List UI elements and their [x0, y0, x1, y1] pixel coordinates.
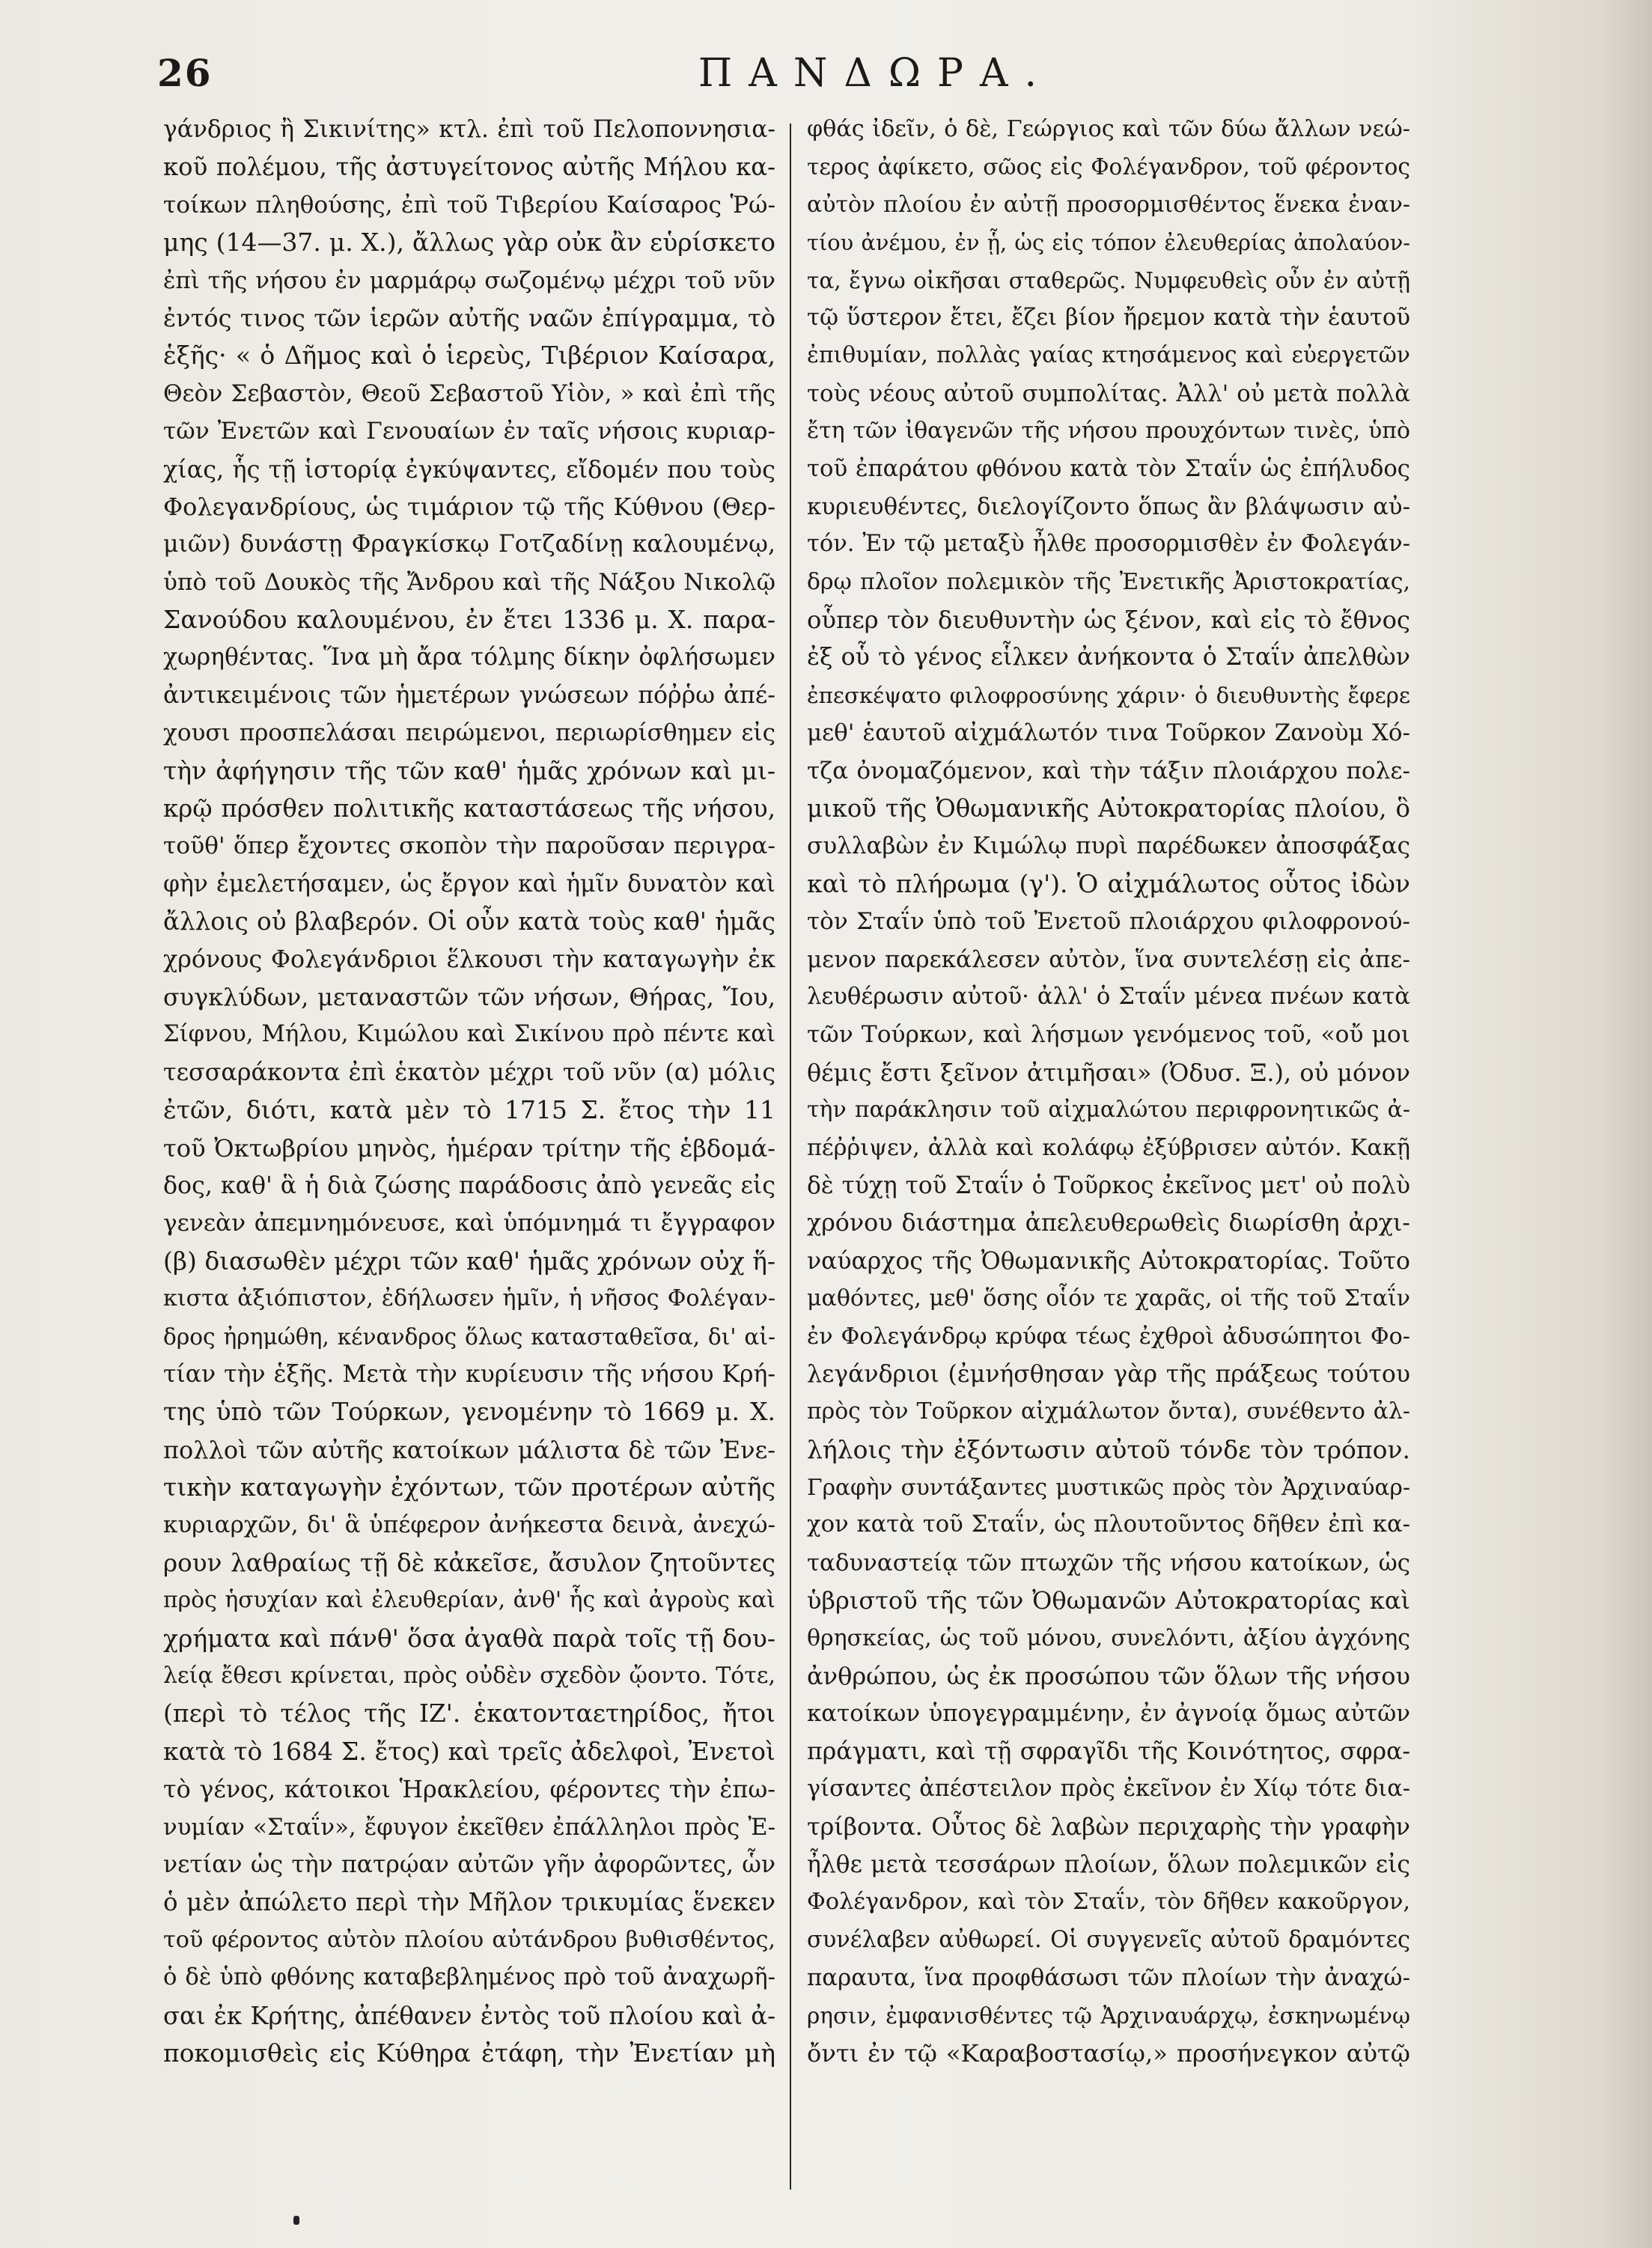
- text-line: της ὑπὸ τῶν Τούρκων, γενομένην τὸ 1669 μ. Χ.: [163, 1397, 775, 1427]
- text-line: τῶν Ἐνετῶν καὶ Γενουαίων ἐν ταῖς νήσοις κυριαρ-: [163, 418, 775, 445]
- text-line: θέμις ἔστι ξεῖνον ἀτιμῆσαι» (Ὀδυσ. Ξ.), οὐ μόνον: [807, 1058, 1410, 1087]
- text-line: κατοίκων ὑπογεγραμμένην, ἐν ἀγνοίᾳ ὅμως αὐτῶν: [807, 1700, 1410, 1728]
- text-line: σαι ἐκ Κρήτης, ἀπέθανεν ἐντὸς τοῦ πλοίου καὶ ἀ-: [163, 2001, 775, 2030]
- text-line: ὑπὸ τοῦ Δουκὸς τῆς Ἄνδρου καὶ τῆς Νάξου Νικολῷ: [163, 568, 775, 596]
- text-line: Θεὸν Σεβαστὸν, Θεοῦ Σεβαστοῦ Υἱὸν, » καὶ ἐπὶ τῆς: [163, 380, 775, 407]
- text-line: παραυτα, ἵνα προφθάσωσι τῶν πλοίων τὴν ἀναχώ-: [807, 1964, 1410, 1992]
- text-line: φὴν ἐμελετήσαμεν, ὡς ἔργον καὶ ἡμῖν δυνατὸν καὶ: [163, 870, 775, 898]
- text-line: λήλοις τὴν ἐξόντωσιν αὐτοῦ τόνδε τὸν τρόπον.: [807, 1434, 1410, 1464]
- text-line: Γραφὴν συντάξαντες μυστικῶς πρὸς τὸν Ἀρχιναύαρ-: [807, 1474, 1410, 1501]
- column-divider: [790, 124, 791, 2190]
- text-line: μιῶν) δυνάστῃ Φραγκίσκῳ Γοτζαδίνῃ καλουμένῳ,: [163, 531, 775, 558]
- text-line: λευθέρωσιν αὐτοῦ· ἀλλ' ὁ Σταΐν μένεα πνέων κατὰ: [807, 983, 1410, 1010]
- text-line: ἐπὶ τῆς νήσου ἐν μαρμάρῳ σωζομένῳ μέχρι τοῦ νῦν: [163, 266, 775, 294]
- text-line: ὁ δὲ ὑπὸ φθόνης καταβεβλημένος πρὸ τοῦ ἀναχωρῆ-: [163, 1964, 775, 1991]
- text-line: τοῦ Ὀκτωβρίου μηνὸς, ἡμέραν τρίτην τῆς ἑβδομά-: [163, 1133, 775, 1163]
- text-line: τικὴν καταγωγὴν ἐχόντων, τῶν προτέρων αὐτῆς: [163, 1472, 775, 1502]
- text-line: τζα ὀνομαζόμενον, καὶ τὴν τάξιν πλοιάρχου πολε-: [807, 757, 1410, 785]
- text-line: χίας, ἧς τῇ ἱστορίᾳ ἐγκύψαντες, εἴδομέν που τοὺς: [163, 454, 775, 484]
- text-line: μεθ' ἑαυτοῦ αἰχμάλωτόν τινα Τοῦρκον Ζανοὺμ Χό-: [807, 719, 1410, 747]
- text-line: τοῦ φέροντος αὐτὸν πλοίου αὐτάνδρου βυθισθέντος,: [163, 1926, 775, 1953]
- text-line: νετίαν ὡς τὴν πατρῴαν αὐτῶν γῆν ἀφορῶντες, ὧν: [163, 1851, 775, 1878]
- right-text-column: [807, 111, 1410, 2072]
- text-line: τερος ἀφίκετο, σῶος εἰς Φολέγανδρον, τοῦ φέροντος: [807, 153, 1410, 180]
- text-line: λεγάνδριοι (ἐμνήσθησαν γὰρ τῆς πράξεως τούτου: [807, 1360, 1410, 1388]
- text-line: δρος ἠρημώθη, κένανδρος ὅλως κατασταθεῖσα, δι' αἰ-: [163, 1323, 775, 1350]
- text-line: χωρηθέντας. Ἵνα μὴ ἄρα τόλμης δίκην ὀφλήσωμεν: [163, 644, 775, 671]
- left-text-column: [163, 111, 775, 2072]
- text-line: ρουν λαθραίως τῇ δὲ κἀκεῖσε, ἄσυλον ζητοῦντες: [163, 1548, 775, 1577]
- text-line: γάνδριος ἢ Σικινίτης» κτλ. ἐπὶ τοῦ Πελοποννησια-: [163, 116, 775, 143]
- ink-speck: [293, 2216, 299, 2225]
- text-line: κατὰ τὸ 1684 Σ. ἔτος) καὶ τρεῖς ἀδελφοὶ, Ἐνετοὶ: [163, 1736, 775, 1766]
- text-line: μης (14—37. μ. Χ.), ἄλλως γὰρ οὐκ ἂν εὑρίσκετο: [163, 228, 775, 258]
- text-line: αὐτὸν πλοίου ἐν αὐτῇ προσορμισθέντος ἕνεκα ἐναν-: [807, 191, 1410, 218]
- text-line: τὸ γένος, κάτοικοι Ἡρακλείου, φέροντες τὴν ἐπω-: [163, 1775, 775, 1804]
- text-line: Φολέγανδρον, καὶ τὸν Σταΐν, τὸν δῆθεν κακοῦργον,: [807, 1889, 1410, 1916]
- text-line: (περὶ τὸ τέλος τῆς ΙΖ'. ἑκατονταετηρίδος, ἤτοι: [163, 1699, 775, 1728]
- text-line: νυμίαν «Σταΐν», ἔφυγον ἐκεῖθεν ἐπάλληλοι πρὸς Ἐ-: [163, 1813, 775, 1841]
- text-line: ἑξῆς· « ὁ Δῆμος καὶ ὁ ἱερεὺς, Τιβέριον Καίσαρα,: [163, 341, 775, 371]
- text-line: χουσι προσπελάσαι πειρώμενοι, περιωρίσθημεν εἰς: [163, 719, 775, 747]
- text-line: ρησιν, ἐμφανισθέντες τῷ Ἀρχιναυάρχῳ, ἐσκηνωμένῳ: [807, 2002, 1410, 2029]
- text-line: χρήματα καὶ πάνθ' ὅσα ἀγαθὰ παρὰ τοῖς τῇ δου-: [163, 1623, 775, 1653]
- text-line: χρόνους Φολεγάνδριοι ἕλκουσι τὴν καταγωγὴν ἐκ: [163, 945, 775, 973]
- text-line: ἦλθε μετὰ τεσσάρων πλοίων, ὅλων πολεμικῶν εἰς: [807, 1851, 1410, 1878]
- text-line: θρησκείας, ὡς τοῦ μόνου, συνελόντι, ἀξίου ἀγχόνης: [807, 1624, 1410, 1651]
- text-line: ἄλλοις οὐ βλαβερόν. Οἱ οὖν κατὰ τοὺς καθ' ἡμᾶς: [163, 907, 775, 936]
- text-line: κυριευθέντες, διελογίζοντο ὅπως ἂν βλάψωσιν αὐ-: [807, 493, 1410, 520]
- page-header: [157, 46, 1430, 106]
- text-line: δὲ τύχῃ τοῦ Σταΐν ὁ Τοῦρκος ἐκεῖνος μετ' οὐ πολὺ: [807, 1172, 1410, 1199]
- text-line: κιστα ἀξιόπιστον, ἐδήλωσεν ἡμῖν, ἡ νῆσος Φολέγαν-: [163, 1285, 775, 1312]
- text-line: μαθόντες, μεθ' ὅσης οἷόν τε χαρᾶς, οἱ τῆς τοῦ Σταΐν: [807, 1285, 1410, 1312]
- text-line: τόν. Ἐν τῷ μεταξὺ ἦλθε προσορμισθὲν ἐν Φολεγάν-: [807, 531, 1410, 558]
- text-line: ἐπιθυμίαν, πολλὰς γαίας κτησάμενος καὶ εὐεργετῶν: [807, 342, 1410, 369]
- text-line: τὸν Σταΐν ὑπὸ τοῦ Ἐνετοῦ πλοιάρχου φιλοφρονού-: [807, 908, 1410, 936]
- text-line: πράγματι, καὶ τῇ σφραγῖδι τῆς Κοινότητος, σφρα-: [807, 1737, 1410, 1765]
- text-line: ἀντικειμένοις τῶν ἡμετέρων γνώσεων πόῤῥω ἀπέ-: [163, 681, 775, 709]
- text-line: (β) διασωθὲν μέχρι τῶν καθ' ἡμᾶς χρόνων οὐχ ἥ-: [163, 1246, 775, 1276]
- text-line: ὁ μὲν ἀπώλετο περὶ τὴν Μῆλον τρικυμίας ἕνεκεν: [163, 1888, 775, 1917]
- text-line: τρίβοντα. Οὗτος δὲ λαβὼν περιχαρὴς τὴν γραφὴν: [807, 1812, 1410, 1841]
- text-line: ὑβριστοῦ τῆς τῶν Ὀθωμανῶν Αὐτοκρατορίας καὶ: [807, 1586, 1410, 1615]
- text-line: τὴν παράκλησιν τοῦ αἰχμαλώτου περιφρονητικῶς ἀ-: [807, 1097, 1410, 1124]
- text-line: κυριαρχῶν, δι' ἃ ὑπέφερον ἀνήκεστα δεινὰ, ἀνεχώ-: [163, 1511, 775, 1539]
- text-line: πρὸς ἡσυχίαν καὶ ἐλευθερίαν, ἀνθ' ἧς καὶ ἀγροὺς καὶ: [163, 1587, 775, 1614]
- text-line: Φολεγανδρίους, ὡς τιμάριον τῷ τῆς Κύθνου (Θερ-: [163, 492, 775, 521]
- text-line: Σίφνου, Μήλου, Κιμώλου καὶ Σικίνου πρὸ πέντε καὶ: [163, 1021, 775, 1048]
- text-line: χον κατὰ τοῦ Σταΐν, ὡς πλουτοῦντος δῆθεν ἐπὶ κα-: [807, 1511, 1410, 1538]
- text-line: μικοῦ τῆς Ὀθωμανικῆς Αὐτοκρατορίας πλοίου, ὃ: [807, 794, 1410, 823]
- text-line: τοῦ ἐπαράτου φθόνου κατὰ τὸν Σταΐν ὡς ἐπήλυδος: [807, 455, 1410, 482]
- text-line: τοὺς νέους αὐτοῦ συμπολίτας. Ἀλλ' οὐ μετὰ πολλὰ: [807, 380, 1410, 407]
- text-line: τοῦθ' ὅπερ ἔχοντες σκοπὸν τὴν παροῦσαν περιγρα-: [163, 832, 775, 860]
- text-line: γενεὰν ἀπεμνημόνευσε, καὶ ὑπόμνημά τι ἔγγραφον: [163, 1210, 775, 1237]
- text-line: ἀνθρώπου, ὡς ἐκ προσώπου τῶν ὅλων τῆς νήσου: [807, 1662, 1410, 1691]
- text-line: λείᾳ ἔθεσι κρίνεται, πρὸς οὐδὲν σχεδὸν ᾤοντο. Τότε,: [163, 1663, 775, 1690]
- text-line: οὗπερ τὸν διευθυντὴν ὡς ξένον, καὶ εἰς τὸ ἔθνος: [807, 606, 1410, 635]
- text-line: κοῦ πολέμου, τῆς ἀστυγείτονος αὐτῆς Μήλου κα-: [163, 153, 775, 182]
- text-line: συνέλαβεν αὐθωρεί. Οἱ συγγενεῖς αὐτοῦ δραμόντες: [807, 1926, 1410, 1953]
- text-line: ὄντι ἐν τῷ «Καραβοστασίῳ,» προσήνεγκον αὐτῷ: [807, 2038, 1410, 2068]
- text-line: τεσσαράκοντα ἐπὶ ἑκατὸν μέχρι τοῦ νῦν (α) μόλις: [163, 1058, 775, 1086]
- text-line: συλλαβὼν ἐν Κιμώλῳ πυρὶ παρέδωκεν ἀποσφάξας: [807, 832, 1410, 860]
- text-line: ποκομισθεὶς εἰς Κύθηρα ἐτάφη, τὴν Ἐνετίαν μὴ: [163, 2038, 775, 2068]
- text-line: ταδυναστείᾳ τῶν πτωχῶν τῆς νήσου κατοίκων, ὡς: [807, 1549, 1410, 1577]
- text-line: ἐξ οὗ τὸ γένος εἷλκεν ἀνήκοντα ὁ Σταΐν ἀπελθὼν: [807, 644, 1410, 671]
- text-line: ἐν Φολεγάνδρῳ κρύφα τέως ἐχθροὶ ἀδυσώπητοι Φο-: [807, 1323, 1410, 1350]
- text-line: πρὸς τὸν Τοῦρκον αἰχμάλωτον ὄντα), συνέθεντο ἀλ-: [807, 1398, 1410, 1425]
- running-title: ΠΑΝΔΩΡΑ.: [698, 51, 1054, 96]
- text-line: ἐντός τινος τῶν ἱερῶν αὐτῆς ναῶν ἐπίγραμμα, τὸ: [163, 303, 775, 332]
- text-line: ἔτη τῶν ἰθαγενῶν τῆς νήσου προυχόντων τινὲς, ὑπὸ: [807, 418, 1410, 445]
- text-line: μενον παρεκάλεσεν αὐτὸν, ἵνα συντελέσῃ εἰς ἀπε-: [807, 945, 1410, 973]
- text-line: δος, καθ' ἃ ἡ διὰ ζώσης παράδοσις ἀπὸ γενεᾶς εἰς: [163, 1172, 775, 1199]
- text-line: συγκλύδων, μεταναστῶν τῶν νήσων, Θήρας, Ἴου,: [163, 982, 775, 1011]
- text-line: ναύαρχος τῆς Ὀθωμανικῆς Αὐτοκρατορίας. Τοῦτο: [807, 1247, 1410, 1275]
- text-line: τὴν ἀφήγησιν τῆς τῶν καθ' ἡμᾶς χρόνων καὶ μι-: [163, 755, 775, 785]
- text-line: φθάς ἰδεῖν, ὁ δὲ, Γεώργιος καὶ τῶν δύω ἄλλων νεώ-: [807, 116, 1410, 142]
- page-number: 26: [157, 51, 213, 95]
- text-line: γίσαντες ἀπέστειλον πρὸς ἐκεῖνον ἐν Χίῳ τότε δια-: [807, 1776, 1410, 1803]
- text-line: τῶν Τούρκων, καὶ λήσμων γενόμενος τοῦ, «οὔ μοι: [807, 1021, 1410, 1049]
- text-line: τίου ἀνέμου, ἐν ᾗ, ὡς εἰς τόπον ἐλευθερίας ἀπολαύον-: [807, 230, 1410, 256]
- text-line: ἐτῶν, διότι, κατὰ μὲν τὸ 1715 Σ. ἔτος τὴν 11: [163, 1095, 775, 1125]
- text-line: τίαν τὴν ἑξῆς. Μετὰ τὴν κυρίευσιν τῆς νήσου Κρή-: [163, 1360, 775, 1388]
- text-line: τοίκων πληθούσης, ἐπὶ τοῦ Τιβερίου Καίσαρος Ῥώ-: [163, 191, 775, 219]
- text-line: δρῳ πλοῖον πολεμικὸν τῆς Ἐνετικῆς Ἀριστοκρατίας,: [807, 568, 1410, 595]
- text-line: τῷ ὕστερον ἔτει, ἔζει βίον ἤρεμον κατὰ τὴν ἑαυτοῦ: [807, 304, 1410, 331]
- text-line: κρῷ πρόσθεν πολιτικῆς καταστάσεως τῆς νήσου,: [163, 794, 775, 823]
- text-line: Σανούδου καλουμένου, ἐν ἔτει 1336 μ. Χ. παρα-: [163, 605, 775, 635]
- text-line: πέῤῥιψεν, ἀλλὰ καὶ κολάφῳ ἐξύβρισεν αὐτόν. Κακῇ: [807, 1134, 1410, 1161]
- text-line: τα, ἔγνω οἰκῆσαι σταθερῶς. Νυμφευθεὶς οὖν ἐν αὐτῇ: [807, 267, 1410, 293]
- text-line: ἐπεσκέψατο φιλοφροσύνης χάριν· ὁ διευθυντὴς ἔφερε: [807, 682, 1410, 708]
- text-line: χρόνου διάστημα ἀπελευθερωθεὶς διωρίσθη ἀρχι-: [807, 1210, 1410, 1237]
- text-line: καὶ τὸ πλήρωμα (γ'). Ὁ αἰχμάλωτος οὗτος ἰδὼν: [807, 868, 1410, 898]
- text-line: πολλοὶ τῶν αὐτῆς κατοίκων μάλιστα δὲ τῶν Ἐνε-: [163, 1435, 775, 1464]
